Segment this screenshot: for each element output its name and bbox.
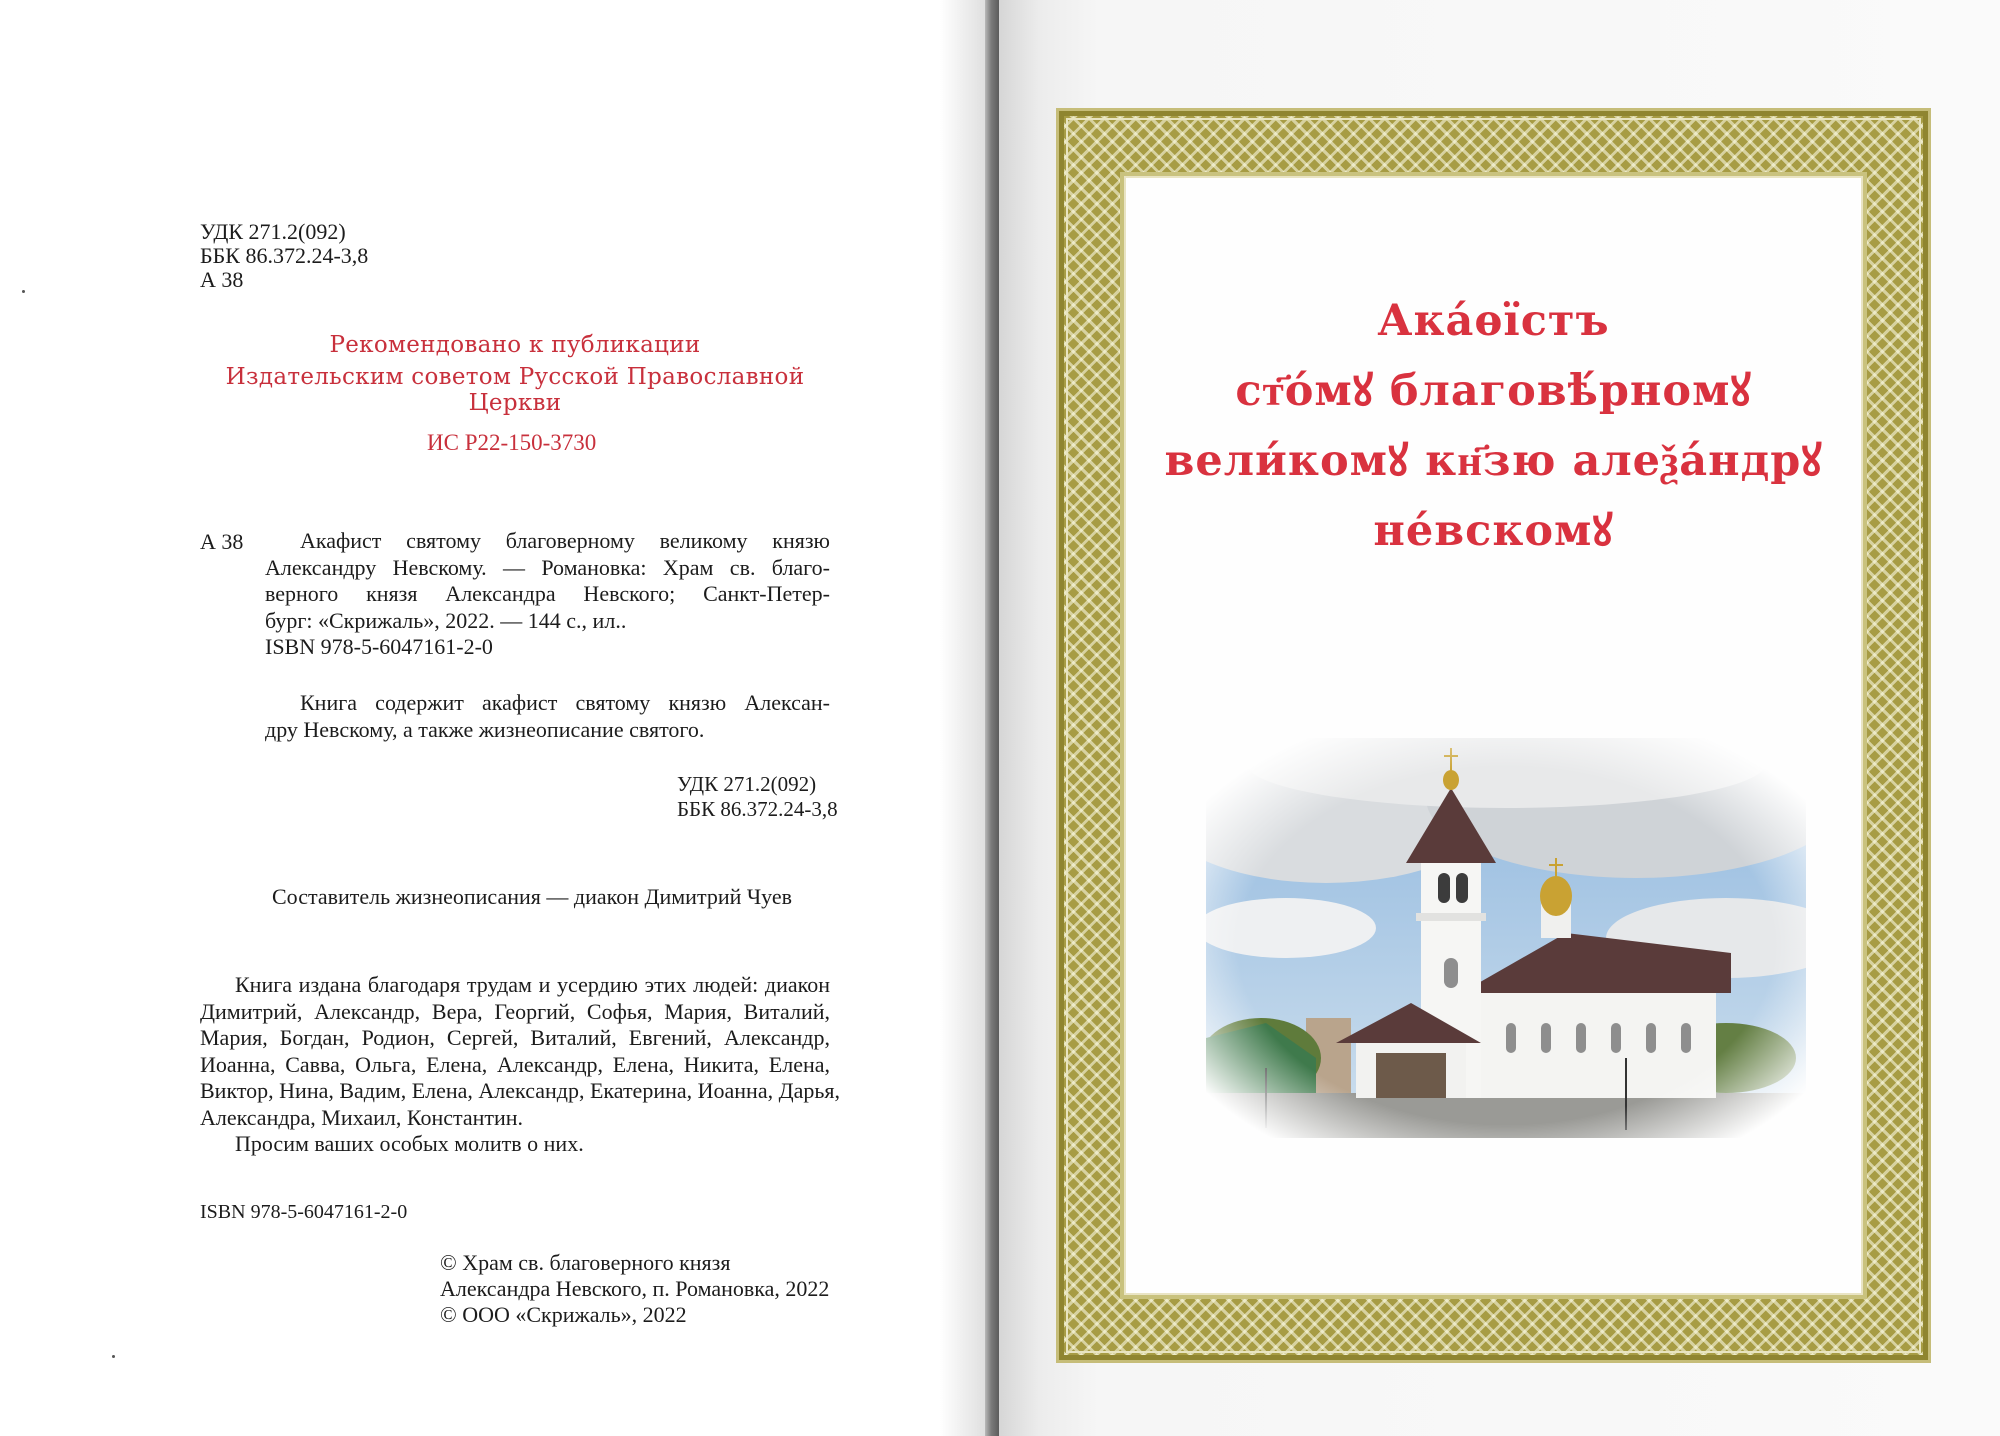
thanks-line: Александра, Михаил, Константин. [200,1104,524,1130]
copyright-line: © Храм св. благоверного князя [440,1250,731,1275]
bib-line: Александру Невскому. — Романовка: Храм св. благо- [265,554,830,580]
udk-code-right: УДК 271.2(092) [677,772,817,796]
title-line: не́вскомꙋ [1373,506,1614,556]
copyright-line: Александра Невского, п. Романовка, 2022 [440,1276,830,1301]
bbk-code: ББК 86.372.24-3,8 [200,243,369,268]
annotation-line: дру Невскому, а также жизнеописание святого. [265,716,705,742]
recommendation-line-2: Издательским советом Русской Православной Церкви [225,364,805,416]
thanks-line: Виктор, Нина, Вадим, Елена, Александр, Екатерина, Иоанна, Дарья, [200,1078,841,1103]
author-mark: А 38 [200,267,244,292]
left-page-imprint [0,0,990,1436]
church-photo [1206,738,1806,1138]
thanks-line: Димитрий, Александр, Вера, Георгий, Софья, Мария, Виталий, [200,998,830,1024]
bib-line: верного князя Александра Невского; Санкт-Петер- [265,581,830,606]
right-page-title [999,0,2000,1436]
bibliographic-entry [265,528,830,661]
scan-speck [112,1355,115,1358]
thanks-line: Мария, Богдан, Родион, Сергей, Виталий, Евгений, Александр, [200,1025,830,1050]
gutter-shadow [940,0,985,1436]
title-line: ст҃о́мꙋ благовѣ́рномꙋ [1235,366,1752,416]
bib-line: Акафист святому благоверному великому князю [300,528,830,553]
isbn: ISBN 978-5-6047161-2-0 [200,1201,408,1223]
title-line: вели́комꙋ кн҃зю алеѯа́ндрꙋ [1164,436,1823,486]
annotation-line: Книга содержит акафист святому князю Алексан- [300,690,830,715]
bib-line: бург: «Скрижаль», 2022. — 144 с., ил.. [265,607,627,633]
prayer-request: Просим ваших особых молитв о них. [235,1131,584,1156]
bib-author-mark: А 38 [200,529,244,554]
council-number: ИС Р22-150-3730 [427,430,597,455]
bib-isbn: ISBN 978-5-6047161-2-0 [265,634,493,659]
thanks-line: Иоанна, Савва, Ольга, Елена, Александр, Елена, Никита, Елена, [200,1051,830,1077]
title-panel [1126,178,1861,1293]
title-line: Ака́ѳїстъ [1377,296,1610,346]
gutter-binding [985,0,999,1436]
copyright-line: © ООО «Скрижаль», 2022 [440,1302,687,1327]
recommendation-line-1: Рекомендовано к публикации [329,332,701,358]
bbk-code-right: ББК 86.372.24-3,8 [677,797,838,821]
scan-speck [22,290,25,293]
church-illustration [1206,738,1806,1138]
annotation [265,690,830,743]
thanks-paragraph [200,972,841,1158]
compiler-credit: Составитель жизнеописания — диакон Димитрий Чуев [272,884,793,909]
thanks-line: Книга издана благодаря трудам и усердию этих людей: диакон [235,972,830,997]
church-slavonic-title [1126,286,1861,566]
udk-code: УДК 271.2(092) [200,219,346,244]
